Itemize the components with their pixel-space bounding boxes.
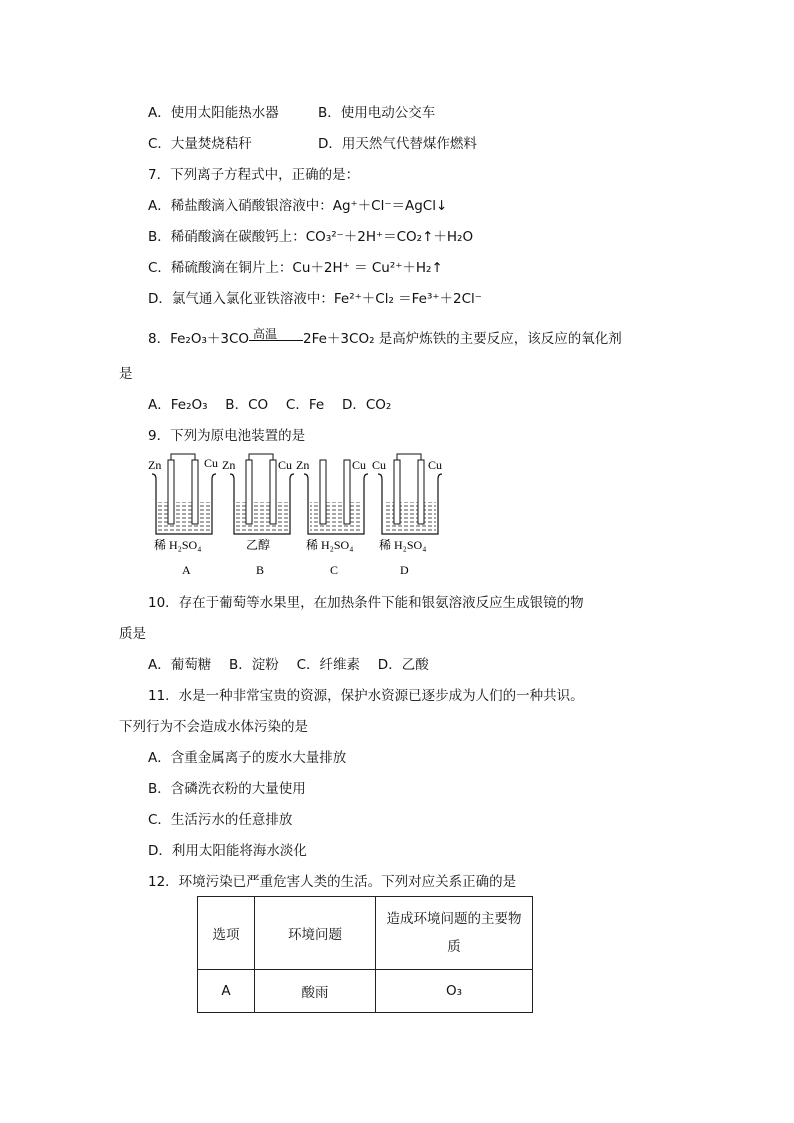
cell-b-right-electrode: Cu (278, 458, 293, 472)
cell-d-label: D (400, 563, 409, 577)
cell-d-electrode-right (418, 460, 424, 524)
cell-c-right-electrode: Cu (352, 458, 367, 472)
cell-d-liquid (384, 502, 436, 534)
q8-products: 2Fe＋3CO₂ 是高炉炼铁的主要反应，该反应的氧化剂 (303, 331, 622, 347)
cell-a-electrode-left (168, 460, 174, 524)
q8-stem (148, 327, 622, 348)
q8-options: A．Fe₂O₃ B．CO C．Fe D．CO₂ (148, 397, 392, 413)
q7-option-b: B．稀硝酸滴在碳酸钙上：CO₃²⁻＋2H⁺＝CO₂↑＋H₂O (148, 229, 474, 245)
cell-b-electrode-left (246, 460, 252, 524)
cell-b-liquid (236, 502, 288, 534)
q12-table (197, 896, 533, 1013)
cell-b-solution: 乙醇 (246, 538, 271, 552)
q7-stem: 7．下列离子方程式中，正确的是： (148, 167, 360, 183)
cell-b-left-electrode: Zn (222, 458, 236, 472)
q11-stem-line2: 下列行为不会造成水体污染的是 (119, 719, 308, 735)
table-header-option: 选项 (198, 897, 255, 970)
cell-a-solution: 稀 H₂SO₄ (154, 538, 202, 552)
q10-options: A．葡萄糖 B．淀粉 C．纤维素 D．乙酸 (148, 657, 429, 673)
table-cell-option: A (198, 970, 255, 1013)
q11-stem-line1: 11．水是一种非常宝贵的资源，保护水资源已逐步成为人们的一种共识。 (148, 688, 584, 704)
cell-a-electrode-right (192, 460, 198, 524)
table-cell-substance: O₃ (376, 970, 533, 1013)
q11-option-c: C．生活污水的任意排放 (148, 812, 293, 828)
cell-c-label: C (330, 563, 339, 577)
cell-a (148, 454, 218, 577)
cell-d-left-electrode: Cu (372, 458, 387, 472)
q10-stem-line2: 质是 (119, 626, 146, 642)
cell-a-label: A (182, 563, 191, 577)
cell-c (296, 458, 368, 577)
q7-option-a: A．稀盐酸滴入硝酸银溶液中：Ag⁺＋Cl⁻＝AgCl↓ (148, 198, 448, 214)
q6-option-c: C．大量焚烧秸秆 (148, 136, 252, 152)
table-cell-problem: 酸雨 (255, 970, 376, 1013)
cell-a-liquid (158, 502, 210, 534)
table-header-problem: 环境问题 (255, 897, 376, 970)
cell-c-solution: 稀 H₂SO₄ (306, 538, 354, 552)
q8-stem-wrap: 是 (119, 366, 133, 382)
q9-stem: 9．下列为原电池装置的是 (148, 428, 306, 444)
cell-b-electrode-right (270, 460, 276, 524)
q11-option-a: A．含重金属离子的废水大量排放 (148, 750, 347, 766)
cell-b-wire (249, 454, 273, 460)
cell-a-wire (171, 454, 195, 460)
q7-option-c: C．稀硫酸滴在铜片上：Cu＋2H⁺ ＝ Cu²⁺＋H₂↑ (148, 260, 443, 276)
q11-option-b: B．含磷洗衣粉的大量使用 (148, 781, 306, 797)
cell-d-electrode-left (394, 460, 400, 524)
galvanic-cell-figure (146, 452, 446, 582)
table-header-substance: 造成环境问题的主要物质 (376, 897, 533, 970)
q6-option-b: B．使用电动公交车 (318, 105, 436, 121)
q6-option-d: D．用天然气代替煤作燃料 (318, 136, 477, 152)
q11-option-d: D．利用太阳能将海水淡化 (148, 843, 307, 859)
cell-d-solution: 稀 H₂SO₄ (379, 538, 427, 552)
cell-c-liquid (310, 502, 362, 534)
reaction-arrow (249, 327, 303, 348)
cell-d-right-electrode: Cu (428, 458, 443, 472)
q7-option-d: D．氯气通入氯化亚铁溶液中：Fe²⁺＋Cl₂ ＝Fe³⁺＋2Cl⁻ (148, 291, 482, 307)
cell-a-left-electrode: Zn (148, 458, 162, 472)
table-header-row (198, 897, 533, 970)
reaction-condition: 高温 (253, 327, 278, 341)
table-row (198, 970, 533, 1013)
cell-b-label: B (256, 563, 265, 577)
q12-stem: 12．环境污染已严重危害人类的生活。下列对应关系正确的是 (148, 874, 517, 890)
q10-stem-line1: 10．存在于葡萄等水果里，在加热条件下能和银氨溶液反应生成银镜的物 (148, 595, 584, 611)
cell-c-left-electrode: Zn (296, 458, 310, 472)
cell-d (372, 454, 442, 577)
q8-reactants: 8．Fe₂O₃＋3CO (148, 331, 250, 347)
cell-c-electrode-left (320, 460, 326, 524)
cell-a-right-electrode: Cu (204, 456, 219, 470)
cell-b (222, 454, 294, 577)
cell-d-wire (397, 454, 421, 460)
cell-c-electrode-right (344, 460, 350, 524)
q6-option-a: A．使用太阳能热水器 (148, 105, 279, 121)
